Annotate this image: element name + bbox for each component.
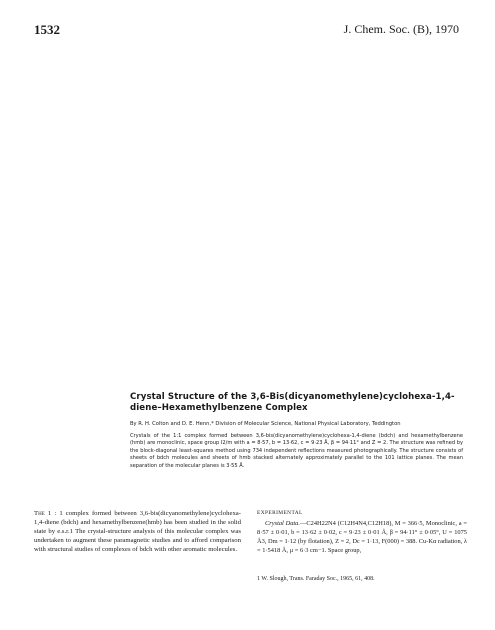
crystal-data [257, 519, 467, 555]
journal-header: J. Chem. Soc. (B), 1970 [343, 22, 459, 36]
section-heading: EXPERIMENTAL [257, 510, 303, 516]
author-line: By R. H. Colton and D. E. Henn,* Division of Molecular Science, National Physical Laboratory, Teddington [130, 421, 401, 427]
crystal-data-label: Crystal Data. [265, 520, 300, 528]
intro-text: 1 : 1 complex formed between 3,6-bis(dicyanomethylene)cyclohexa-1,4-diene (bdch) and hexamethylbenzene(hmb) has been studied in the solid state by e.s.r.1 The crystal-structure analysis of this molecular complex was undertaken to augment these paramagnetic studies and to afford comparison with structural studies of complexes of bdch with other aromatic molecules. [34, 510, 241, 554]
article-title: Crystal Structure of the 3,6-Bis(dicyanomethylene)cyclohexa-1,4-diene–Hexamethylbenzene Complex [130, 392, 455, 413]
left-column [34, 509, 241, 554]
page-number: 1532 [34, 22, 60, 37]
abstract: Crystals of the 1:1 complex formed between 3,6-bis(dicyanomethylene)cyclohexa-1,4-diene (bdch) and hexamethylbenzene (hmb) are monoclinic, space group I2/m with a = 8·57, b = 13·62, c = 9·23 Å, β = 94·11° and Z = 2. The structure was refined by the block-diagonal least-squares method using 734 independent reflections measured photographically. The structure consists of sheets of bdch molecules and sheets of hmb stacked alternately approximately parallel to the 101 lattice planes. The mean separation of the molecular planes is 3·55 Å. [130, 433, 463, 469]
intro-lead: The [34, 510, 45, 517]
right-column [257, 509, 467, 555]
crystal-data-text: —C24H22N4 (C12H4N4,C12H18), M = 366·5, Monoclinic, a = 8·57 ± 0·01, b = 13·62 ± 0·02, c = 9·23 ± 0·01 Å, β = 94·11° ± 0·05°, U = 1075 Å3, Dm = 1·12 (by flotation), Z = 2, Dc = 1·13, F(000) = 388. Cu-Kα radiation, λ = 1·5418 Å, μ = 6·3 cm−1. Space group, [257, 520, 467, 555]
footnote: 1 W. Slough, Trans. Faraday Soc., 1965, 61, 408. [257, 576, 375, 582]
